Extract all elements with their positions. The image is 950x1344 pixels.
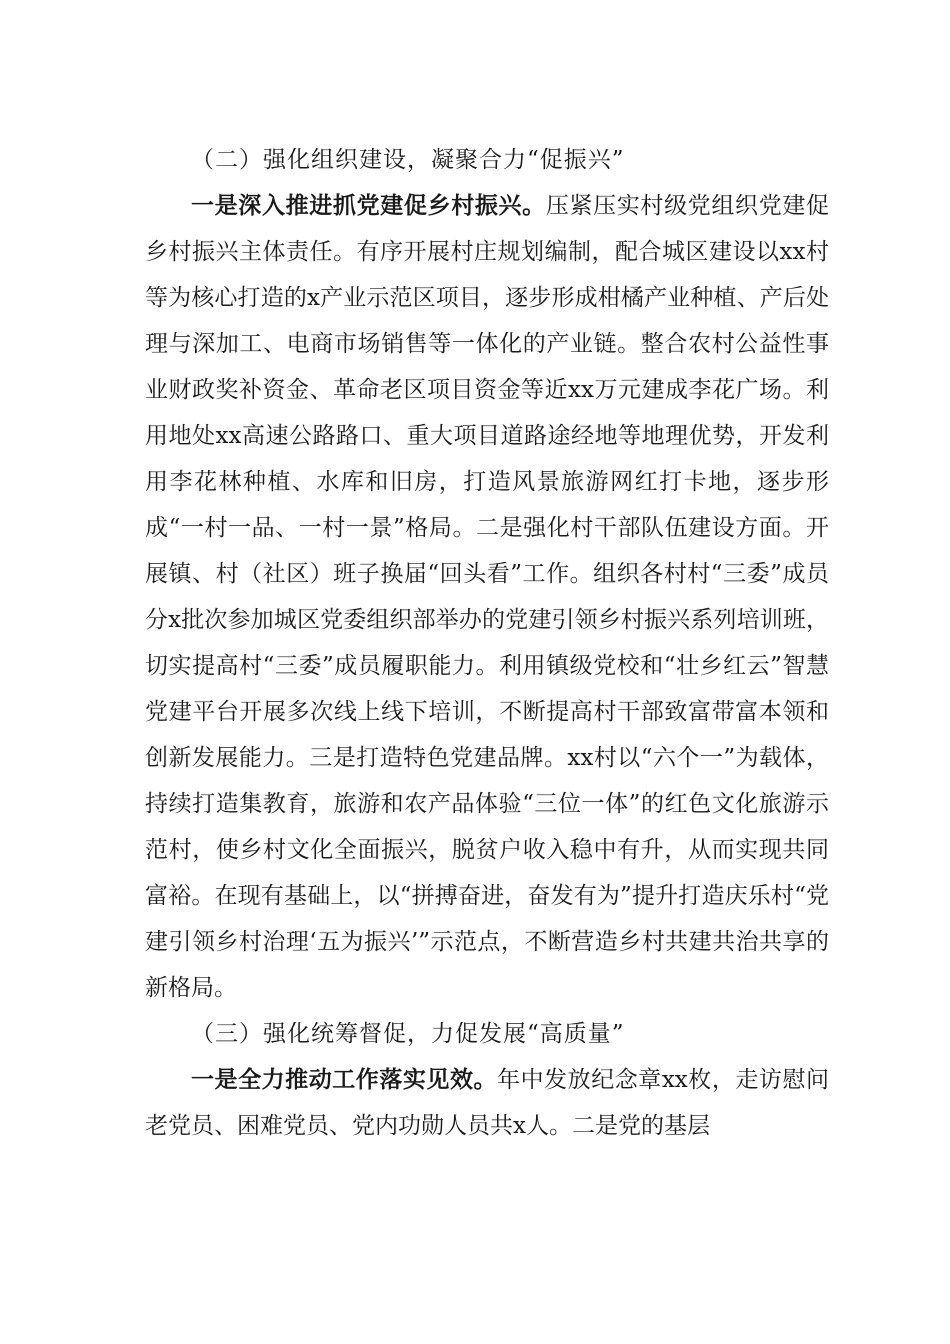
section-heading-2: （二）强化组织建设，凝聚合力“促振兴” bbox=[191, 147, 625, 173]
document-body bbox=[145, 137, 829, 1149]
paragraph-1 bbox=[145, 183, 829, 1011]
paragraph-1-body: 压紧压实村级党组织党建促乡村振兴主体责任。有序开展村庄规划编制，配合城区建设以xx村等为核心打造的x产业示范区项目，逐步形成柑橘产业种植、产后处理与深加工、电商市场销售等一体化的产业链。整合农村公益性事业财政奖补资金、革命老区项目资金等近xx万元建成李花广场。利用地处xx高速公路路口、重大项目道路途经地等地理优势，开发利用李花林种植、水库和旧房，打造风景旅游网红打卡地，逐步形成“一村一品、一村一景”格局。二是强化村干部队伍建设方面。开展镇、村（社区）班子换届“回头看”工作。组织各村村“三委”成员分x批次参加城区党委组织部举办的党建引领乡村振兴系列培训班，切实提高村“三委”成员履职能力。利用镇级党校和“壮乡红云”智慧党建平台开展多次线上线下培训，不断提高村干部致富带富本领和创新发展能力。三是打造特色党建品牌。xx村以“六个一”为载体，持续打造集教育，旅游和农产品体验“三位一体”的红色文化旅游示范村，使乡村文化全面振兴，脱贫户收入稳中有升，从而实现共同富裕。在现有基础上，以“拼搏奋进，奋发有为”提升打造庆乐村“党建引领乡村治理‘五为振兴’”示范点，不断营造乡村共建共治共享的新格局。 bbox=[145, 193, 830, 1001]
paragraph-1-lead: 一是深入推进抓党建促乡村振兴。 bbox=[191, 192, 546, 219]
section-heading-3: （三）强化统筹督促，力促发展“高质量” bbox=[191, 1021, 625, 1047]
paragraph-2-lead: 一是全力推动工作落实见效。 bbox=[191, 1066, 498, 1093]
paragraph-2-body: 年中发放纪念章xx枚，走访慰问老党员、困难党员、党内功勋人员共x人。二是党的基层 bbox=[145, 1067, 829, 1139]
paragraph-2 bbox=[145, 1057, 829, 1149]
